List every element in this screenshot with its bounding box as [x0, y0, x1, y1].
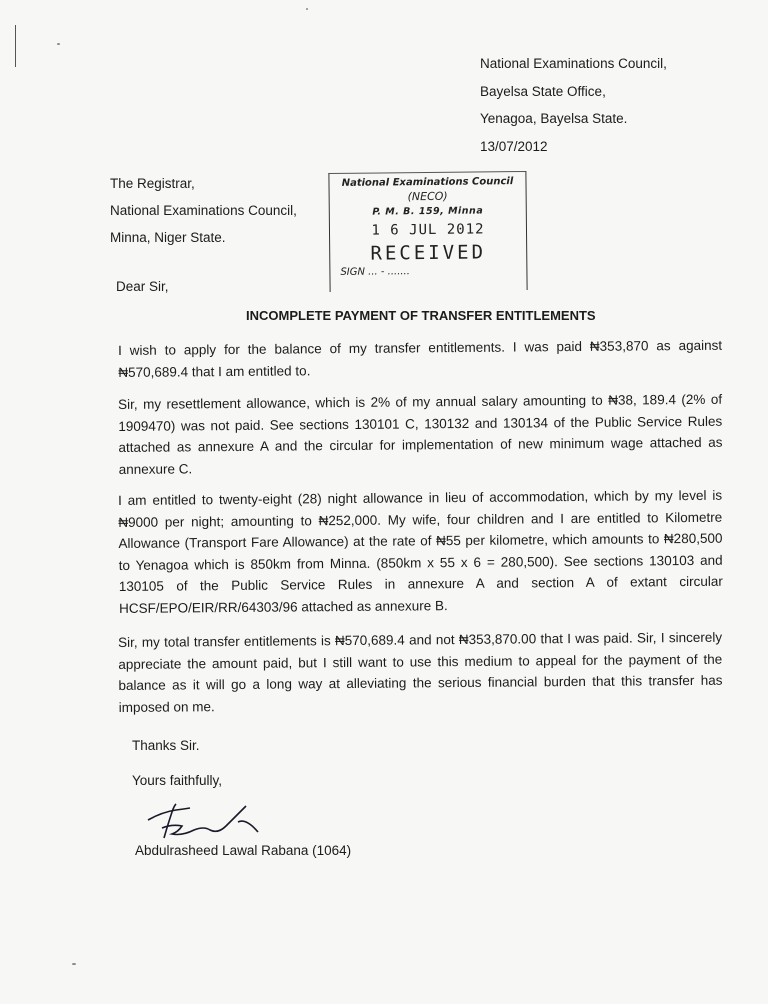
- recipient-line-2: National Examinations Council,: [110, 203, 297, 218]
- subject-heading: INCOMPLETE PAYMENT OF TRANSFER ENTITLEMENTS: [246, 308, 596, 323]
- paragraph-2: Sir, my resettlement allowance, which is 2% of my annual salary amounting to ₦38, 189.4 (2% of 1909470) was not paid. See sections 130101 C, 130132 and 130134 of the Public Service Rules attached as annexure A and the circular for implementation of new minimum wage attached as annexure C.: [118, 391, 723, 477]
- paragraph-4: Sir, my total transfer entitlements is ₦570,689.4 and not ₦353,870.00 that I was paid. Sir, I sincerely appreciate the amount paid, but I still want to use this medium to appeal for the payment of the balance as it will go a long way at alleviating the serious financial burden that this transfer has imposed on me.: [118, 629, 723, 715]
- handwritten-signature: [142, 798, 272, 846]
- sender-line-2: Bayelsa State Office,: [480, 83, 606, 99]
- sender-address: [480, 50, 667, 160]
- recipient-address: [110, 170, 297, 251]
- closing-line: Yours faithfully,: [132, 773, 223, 788]
- stamp-sign: SIGN ... - .......: [340, 266, 410, 278]
- sender-line-3: Yenagoa, Bayelsa State.: [480, 111, 628, 126]
- margin-mark: [15, 25, 16, 67]
- paper-speck: [72, 963, 76, 965]
- stamp-date: 1 6 JUL 2012: [371, 221, 485, 239]
- stamp-abbr: (NECO): [407, 189, 448, 204]
- salutation: Dear Sir,: [116, 279, 169, 294]
- paragraph-3: I am entitled to twenty-eight (28) night allowance in lieu of accommodation, which by my level is ₦9000 per night; amounting to ₦252,000. My wife, four children and I are entitled to Kilometre Allowance (Transport Fare Allowance) at the rate of ₦55 per kilometre, which amounts to ₦280,500 to Yenagoa which is 850km from Minna. (850km x 55 x 6 = 280,500). See sections 130103 and 130105 of the Public Service Rules in annexure A and section A of extant circular HCSF/EPO/EIR/RR/64303/96 attached as annexure B.: [118, 487, 723, 616]
- received-stamp: [328, 171, 527, 292]
- paragraph-1: I wish to apply for the balance of my transfer entitlements. I was paid ₦353,870 as against ₦570,689.4 that I am entitled to.: [118, 337, 723, 380]
- recipient-line-1: The Registrar,: [110, 176, 195, 191]
- recipient-line-3: Minna, Niger State.: [110, 230, 226, 245]
- letter-date: 13/07/2012: [480, 138, 548, 154]
- stamp-org: National Examinations Council: [341, 176, 514, 189]
- stamp-address: P. M. B. 159, Minna: [372, 205, 484, 218]
- sender-line-1: National Examinations Council,: [480, 56, 667, 71]
- paper-speck: [57, 43, 60, 45]
- stamp-status: RECEIVED: [370, 241, 487, 265]
- signer-name: Abdulrasheed Lawal Rabana (1064): [135, 843, 352, 858]
- paper-speck: [306, 8, 308, 10]
- thanks-line: Thanks Sir.: [132, 738, 200, 753]
